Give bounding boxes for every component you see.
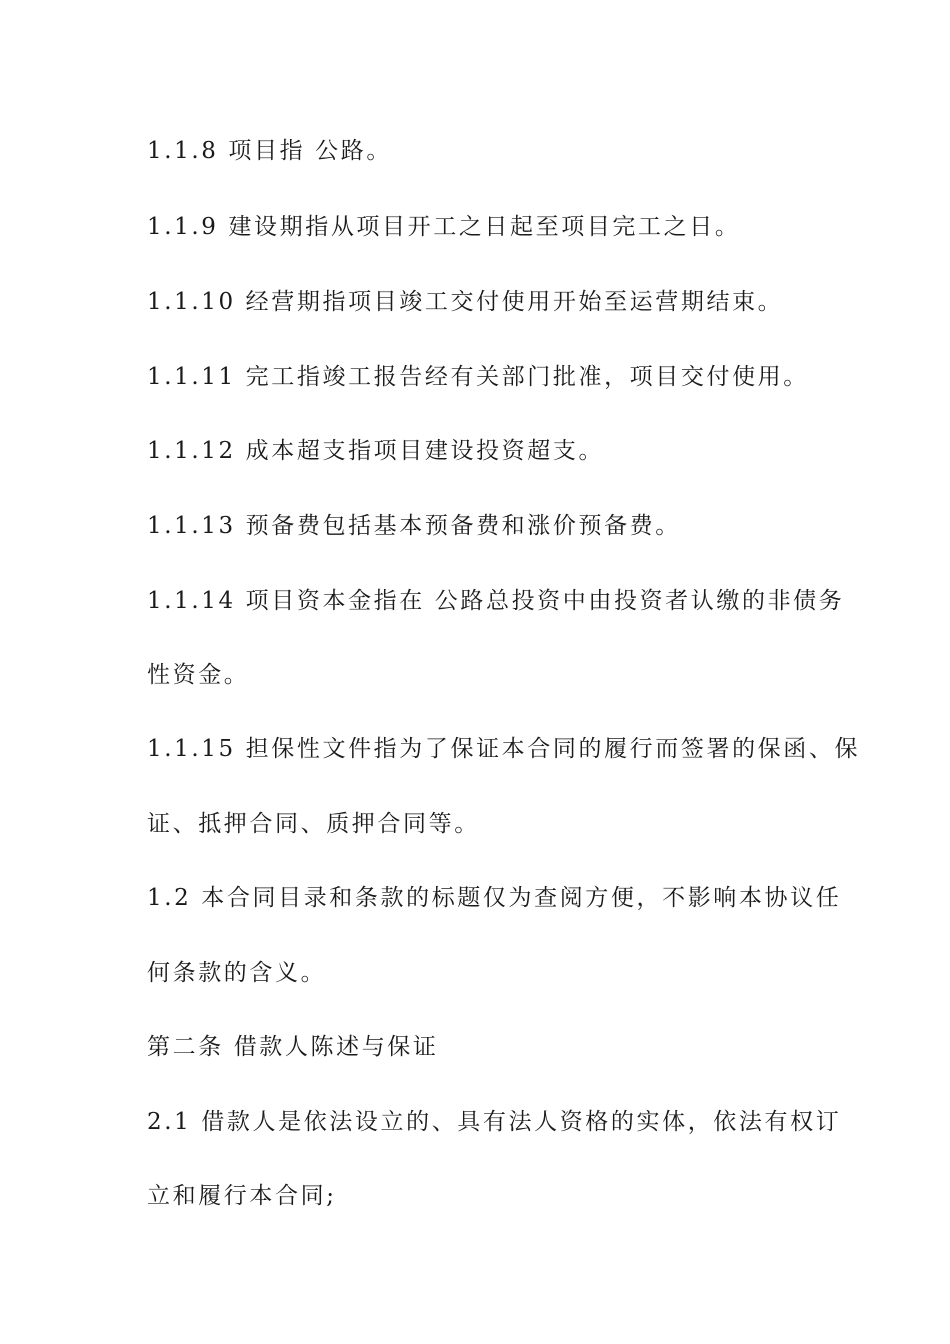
clause-1-1-10: 1.1.10 经营期指项目竣工交付使用开始至运营期结束。 [147, 289, 784, 315]
clause-1-1-14-line-1: 1.1.14 项目资本金指在 公路总投资中由投资者认缴的非债务 [147, 588, 845, 614]
clause-1-1-11: 1.1.11 完工指竣工报告经有关部门批准，项目交付使用。 [147, 364, 809, 390]
clause-1-1-14-line-2: 性资金。 [147, 662, 250, 688]
clause-1-2-line-2: 何条款的含义。 [147, 960, 327, 986]
clause-2-1-line-1: 2.1 借款人是依法设立的、具有法人资格的实体，依法有权订 [147, 1109, 842, 1135]
clause-2-1-line-2: 立和履行本合同; [147, 1183, 337, 1209]
clause-1-1-15-line-2: 证、抵押合同、质押合同等。 [147, 811, 480, 837]
clause-1-1-8: 1.1.8 项目指 公路。 [147, 138, 392, 164]
clause-1-1-15-line-1: 1.1.15 担保性文件指为了保证本合同的履行而签署的保函、保 [147, 736, 861, 762]
clause-1-2-line-1: 1.2 本合同目录和条款的标题仅为查阅方便，不影响本协议任 [147, 885, 842, 911]
clause-1-1-13: 1.1.13 预备费包括基本预备费和涨价预备费。 [147, 513, 681, 539]
clause-1-1-9: 1.1.9 建设期指从项目开工之日起至项目完工之日。 [147, 214, 741, 240]
article-2-heading: 第二条 借款人陈述与保证 [147, 1034, 439, 1060]
clause-1-1-12: 1.1.12 成本超支指项目建设投资超支。 [147, 438, 605, 464]
